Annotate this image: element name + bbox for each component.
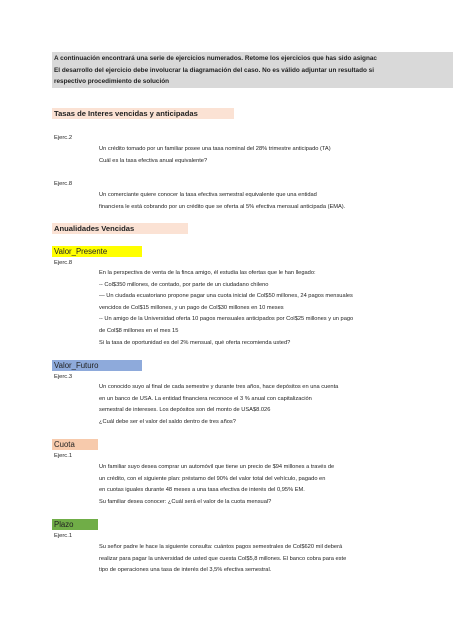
exercise-line: — Un ciudada ecuatoriano propone pagar una cuota inicial de Col$50 millones, 24 pagos mensuales bbox=[99, 293, 353, 300]
exercise-line: Un crédito tomado por un familiar posee una tasa nominal del 28% trimestre anticipado (TA) bbox=[99, 146, 331, 152]
exercise-line: Un conocido suyo al final de cada semestre y durante tres años, hace depósitos en una cuenta bbox=[99, 384, 339, 390]
instructions-line-1: A continuación encontrará una serie de ejercicios numerados. Retome los ejercicios que has sido asignac bbox=[54, 55, 377, 62]
exercise-line: en un banco de USA. La entidad financiera reconoce el 3 % anual con capitalización bbox=[99, 395, 312, 402]
exercise-label: Ejerc.2 bbox=[54, 135, 73, 141]
exercise-label: Ejerc.1 bbox=[54, 533, 73, 539]
exercise-label: Ejerc.8 bbox=[54, 260, 73, 266]
exercise-text bbox=[99, 268, 353, 349]
exercise-text bbox=[99, 542, 346, 577]
exercise-line: realizar para pagar la universidad de usted que cuesta Col$5,8 millones. El banco cobra para este bbox=[99, 555, 347, 562]
exercise-line: Su familiar desea conocer: ¿Cuál será el valor de la cuota mensual? bbox=[99, 498, 272, 505]
subsection-header-cuota: Cuota bbox=[52, 439, 98, 450]
subsection-header-plazo: Plazo bbox=[52, 519, 98, 530]
exercise-line: ¿Cuál debe ser el valor del saldo dentro de tres años? bbox=[99, 418, 236, 425]
exercise-line: Cuál es la tasa efectiva anual equivalente? bbox=[99, 157, 208, 164]
instructions-line-3: respectivo procedimiento de solución bbox=[54, 78, 170, 86]
instructions-banner bbox=[52, 52, 453, 88]
exercise-label: Ejerc.8 bbox=[54, 181, 73, 187]
exercise-text bbox=[99, 382, 338, 428]
exercise-line: tipo de operaciones una tasa de interés del 3,5% efectiva semestral. bbox=[99, 567, 272, 574]
subsection-header-valor-futuro: Valor_Futuro bbox=[52, 360, 142, 371]
exercise-line: Si la tasa de oportunidad es del 2% mensual, qué oferta recomienda usted? bbox=[99, 339, 291, 346]
instructions-line-2: El desarrollo del ejercicio debe involucrar la diagramación del caso. No es válido adjuntar un resultado si bbox=[54, 66, 374, 74]
exercise-line: en cuotas iguales durante 48 meses a una tasa efectiva de interés del 0,95% EM. bbox=[99, 487, 305, 494]
exercise-line: Un comerciante quiere conocer la tasa efectiva semestral equivalente que una entidad bbox=[99, 192, 317, 198]
section-header-anualidades: Anualidades Vencidas bbox=[52, 223, 188, 234]
exercise-line: -- Col$350 millones, de contado, por parte de un ciudadano chileno bbox=[99, 281, 269, 288]
exercise-line: -- Un amigo de la Universidad oferta 10 pagos mensuales anticipados por Col$25 millones y un pago bbox=[99, 316, 354, 323]
exercise-line: vencidos de Col$15 millones, y un pago de Col$30 millones en 10 meses bbox=[99, 304, 284, 311]
exercise-line: Su señor padre le hace la siguiente consulta: cuántos pagos semestrales de Col$620 mil deberá bbox=[99, 544, 343, 550]
exercise-label: Ejerc.1 bbox=[54, 453, 73, 459]
exercise-line: En la perspectiva de venta de la finca amigo, él estudia las ofertas que le han llegado: bbox=[99, 270, 316, 276]
exercise-line: financiera le está cobrando por un crédito que se oferta al 5% efectiva mensual anticipada (EMA). bbox=[99, 203, 346, 210]
exercise-text bbox=[99, 462, 334, 508]
section-header-tasas: Tasas de Interes vencidas y anticipadas bbox=[52, 108, 234, 119]
exercise-text bbox=[99, 144, 331, 167]
exercise-label: Ejerc.3 bbox=[54, 374, 73, 380]
exercise-line: Un familiar suyo desea comprar un automóvil que tiene un precio de $94 millones a través de bbox=[99, 464, 335, 470]
exercise-text bbox=[99, 190, 345, 213]
exercise-line: un crédito, con el siguiente plan: préstamo del 90% del valor total del vehículo, pagado en bbox=[99, 475, 326, 482]
exercise-line: de Col$8 millones en el mes 15 bbox=[99, 327, 179, 334]
exercise-line: semestral de intereses. Los depósitos son del monto de USA$8.026 bbox=[99, 407, 271, 414]
subsection-header-valor-presente: Valor_Presente bbox=[52, 246, 142, 257]
